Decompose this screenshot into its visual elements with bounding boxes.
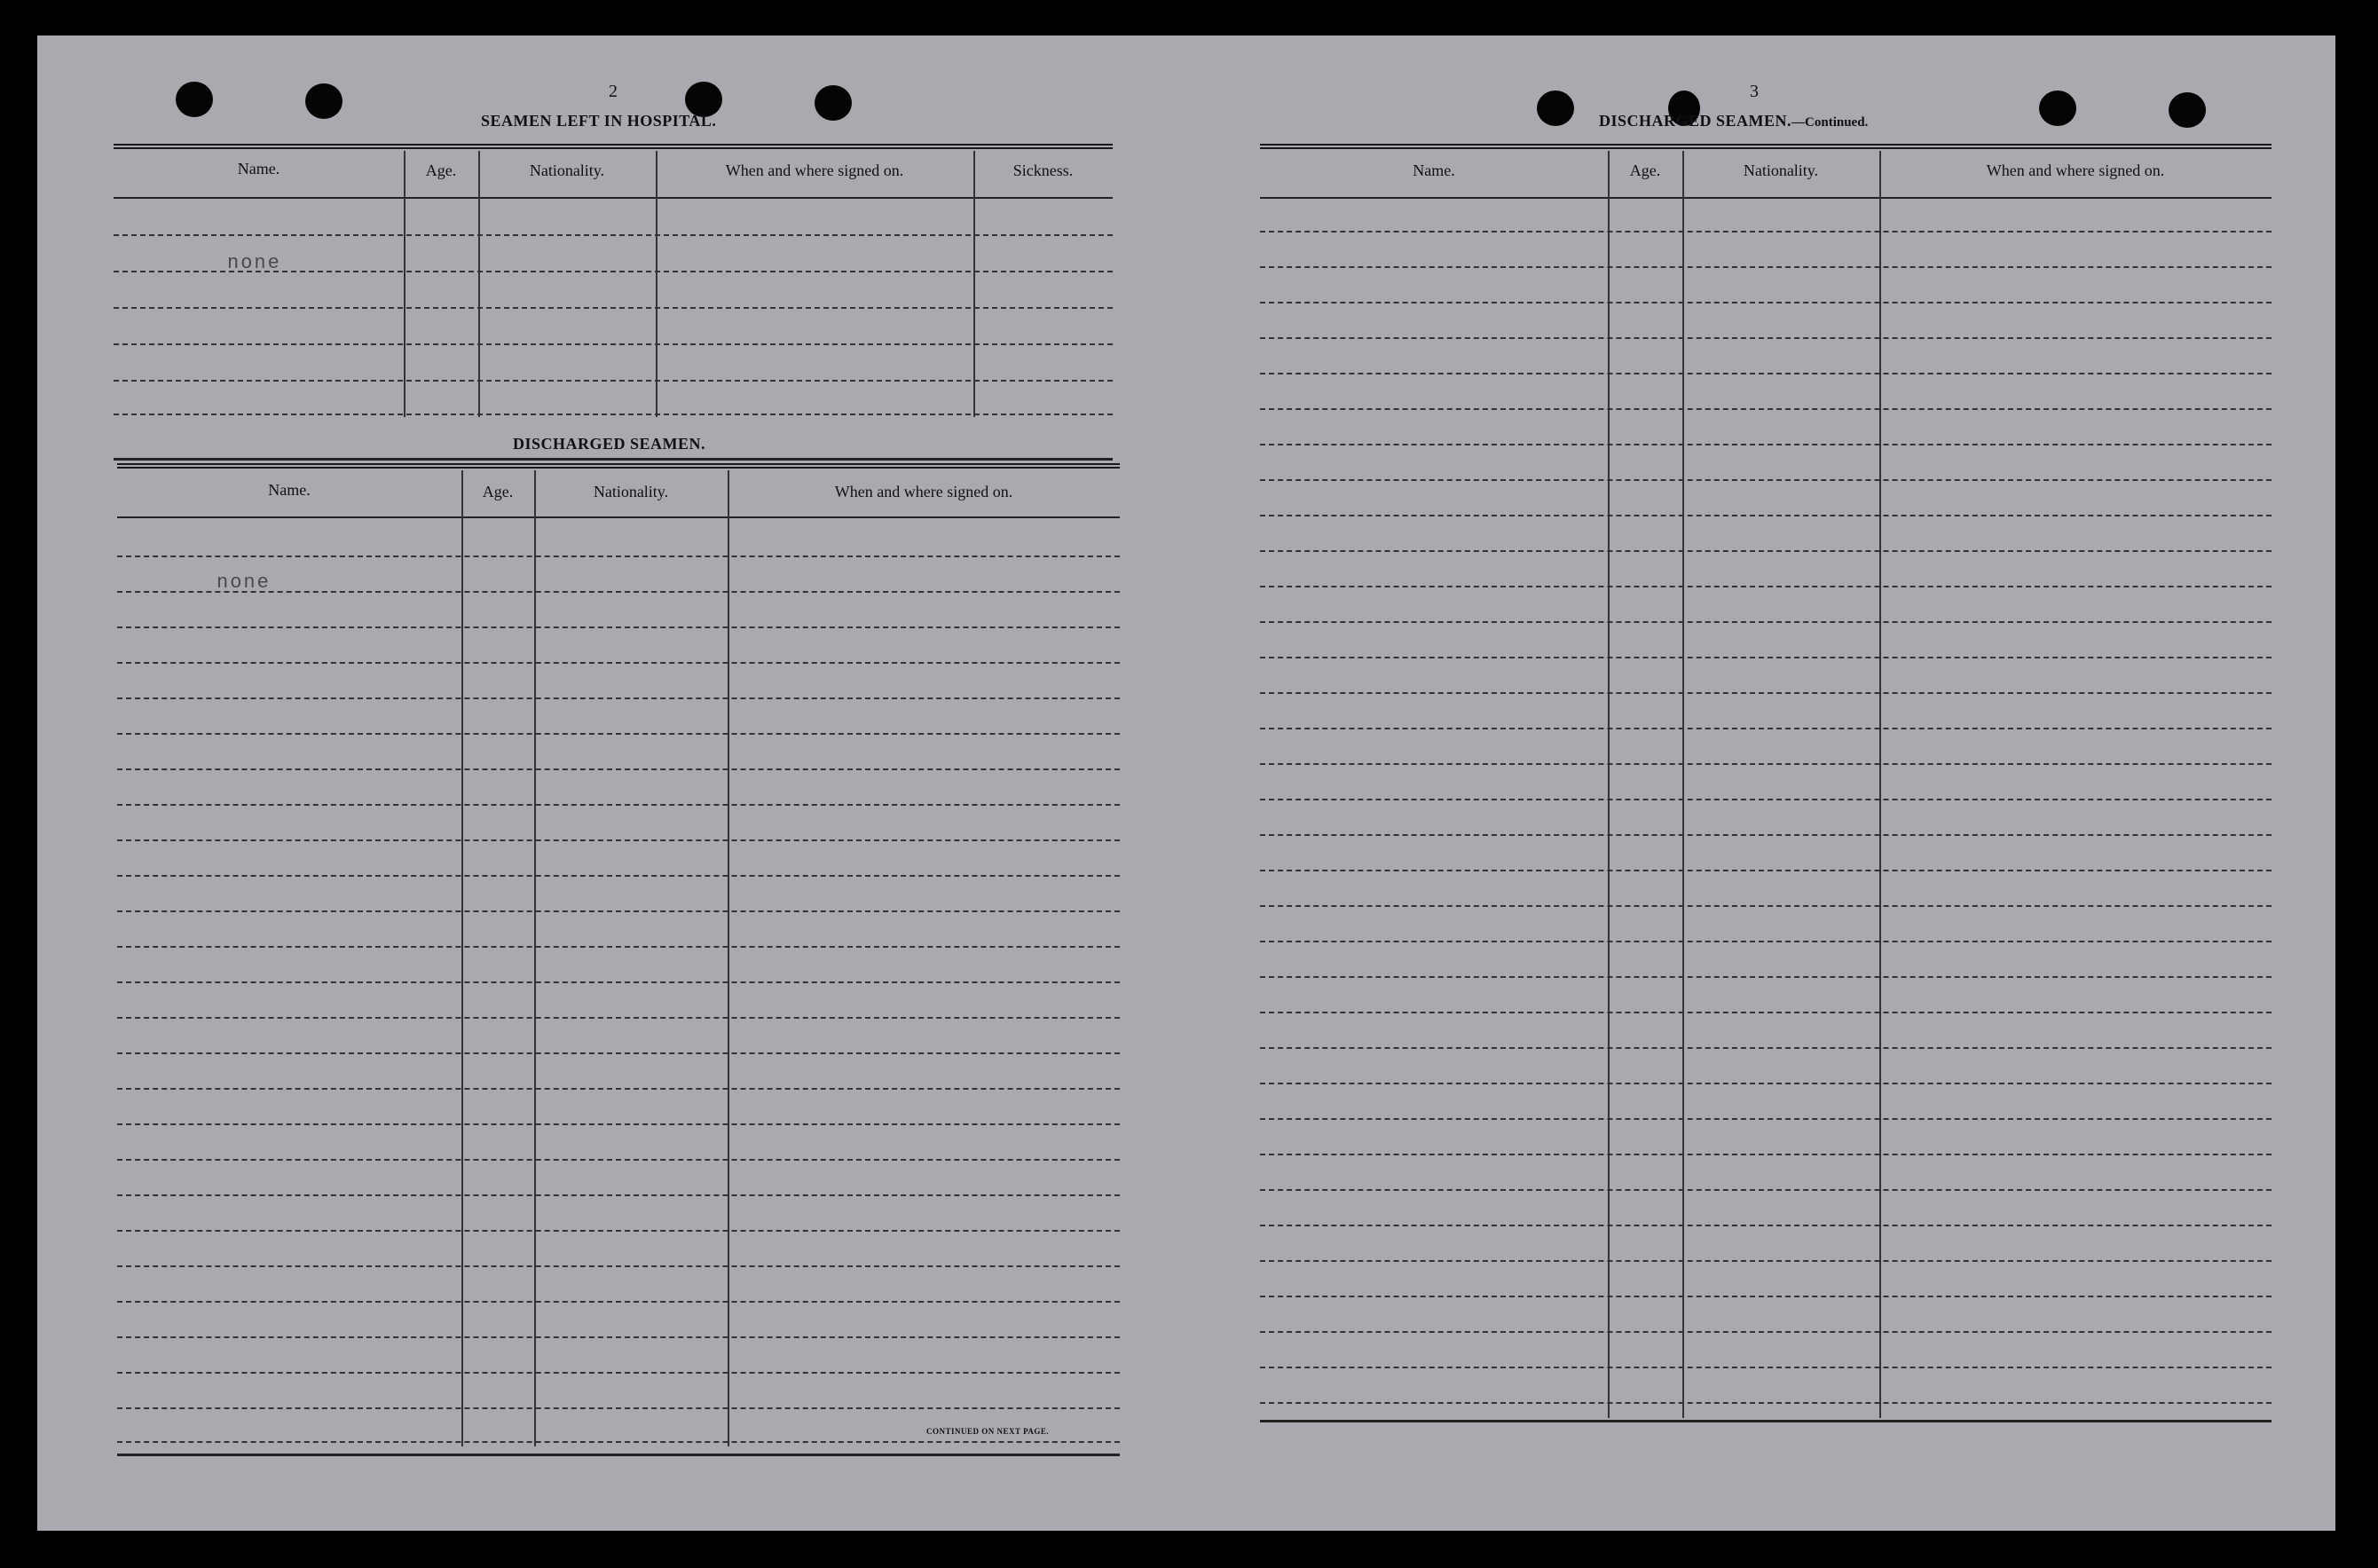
column-header-nationality: Nationality. xyxy=(529,162,605,179)
column-header-name: Name. xyxy=(268,481,311,499)
heading-continued: —Continued. xyxy=(1791,115,1869,130)
discharged-table-right xyxy=(1260,144,2272,1457)
page-number-right: 3 xyxy=(1750,82,1759,101)
punch-hole xyxy=(815,85,852,121)
column-header-nationality: Nationality. xyxy=(1743,162,1819,179)
column-header-signed-on: When and where signed on. xyxy=(725,162,904,179)
discharged-table-left xyxy=(117,463,1120,1484)
ledger-sheet xyxy=(37,35,2335,1531)
hospital-heading: SEAMEN LEFT IN HOSPITAL. xyxy=(481,112,717,130)
punch-hole xyxy=(1537,91,1574,126)
column-header-name: Name. xyxy=(237,160,280,177)
punch-hole xyxy=(2169,92,2206,128)
column-header-age: Age. xyxy=(425,162,457,179)
discharged-entry-name: none xyxy=(217,571,271,594)
column-header-nationality: Nationality. xyxy=(593,483,669,500)
heading-text: DISCHARGED SEAMEN. xyxy=(1599,112,1792,130)
column-header-age: Age. xyxy=(482,483,514,500)
column-header-age: Age. xyxy=(1629,162,1661,179)
column-header-signed-on: When and where signed on. xyxy=(834,483,1013,500)
discharged-heading-left: DISCHARGED SEAMEN. xyxy=(513,435,706,453)
column-header-sickness: Sickness. xyxy=(1012,162,1074,179)
punch-hole xyxy=(176,82,213,117)
discharged-heading-right xyxy=(1599,112,1868,130)
page-number-left: 2 xyxy=(609,82,618,101)
punch-hole xyxy=(305,83,343,119)
hospital-entry-name: none xyxy=(227,252,281,274)
continued-footer: CONTINUED ON NEXT PAGE. xyxy=(926,1427,1050,1436)
hospital-table xyxy=(114,144,1113,463)
column-header-name: Name. xyxy=(1413,162,1455,179)
punch-hole xyxy=(2039,91,2076,126)
column-header-signed-on: When and where signed on. xyxy=(1986,162,2165,179)
